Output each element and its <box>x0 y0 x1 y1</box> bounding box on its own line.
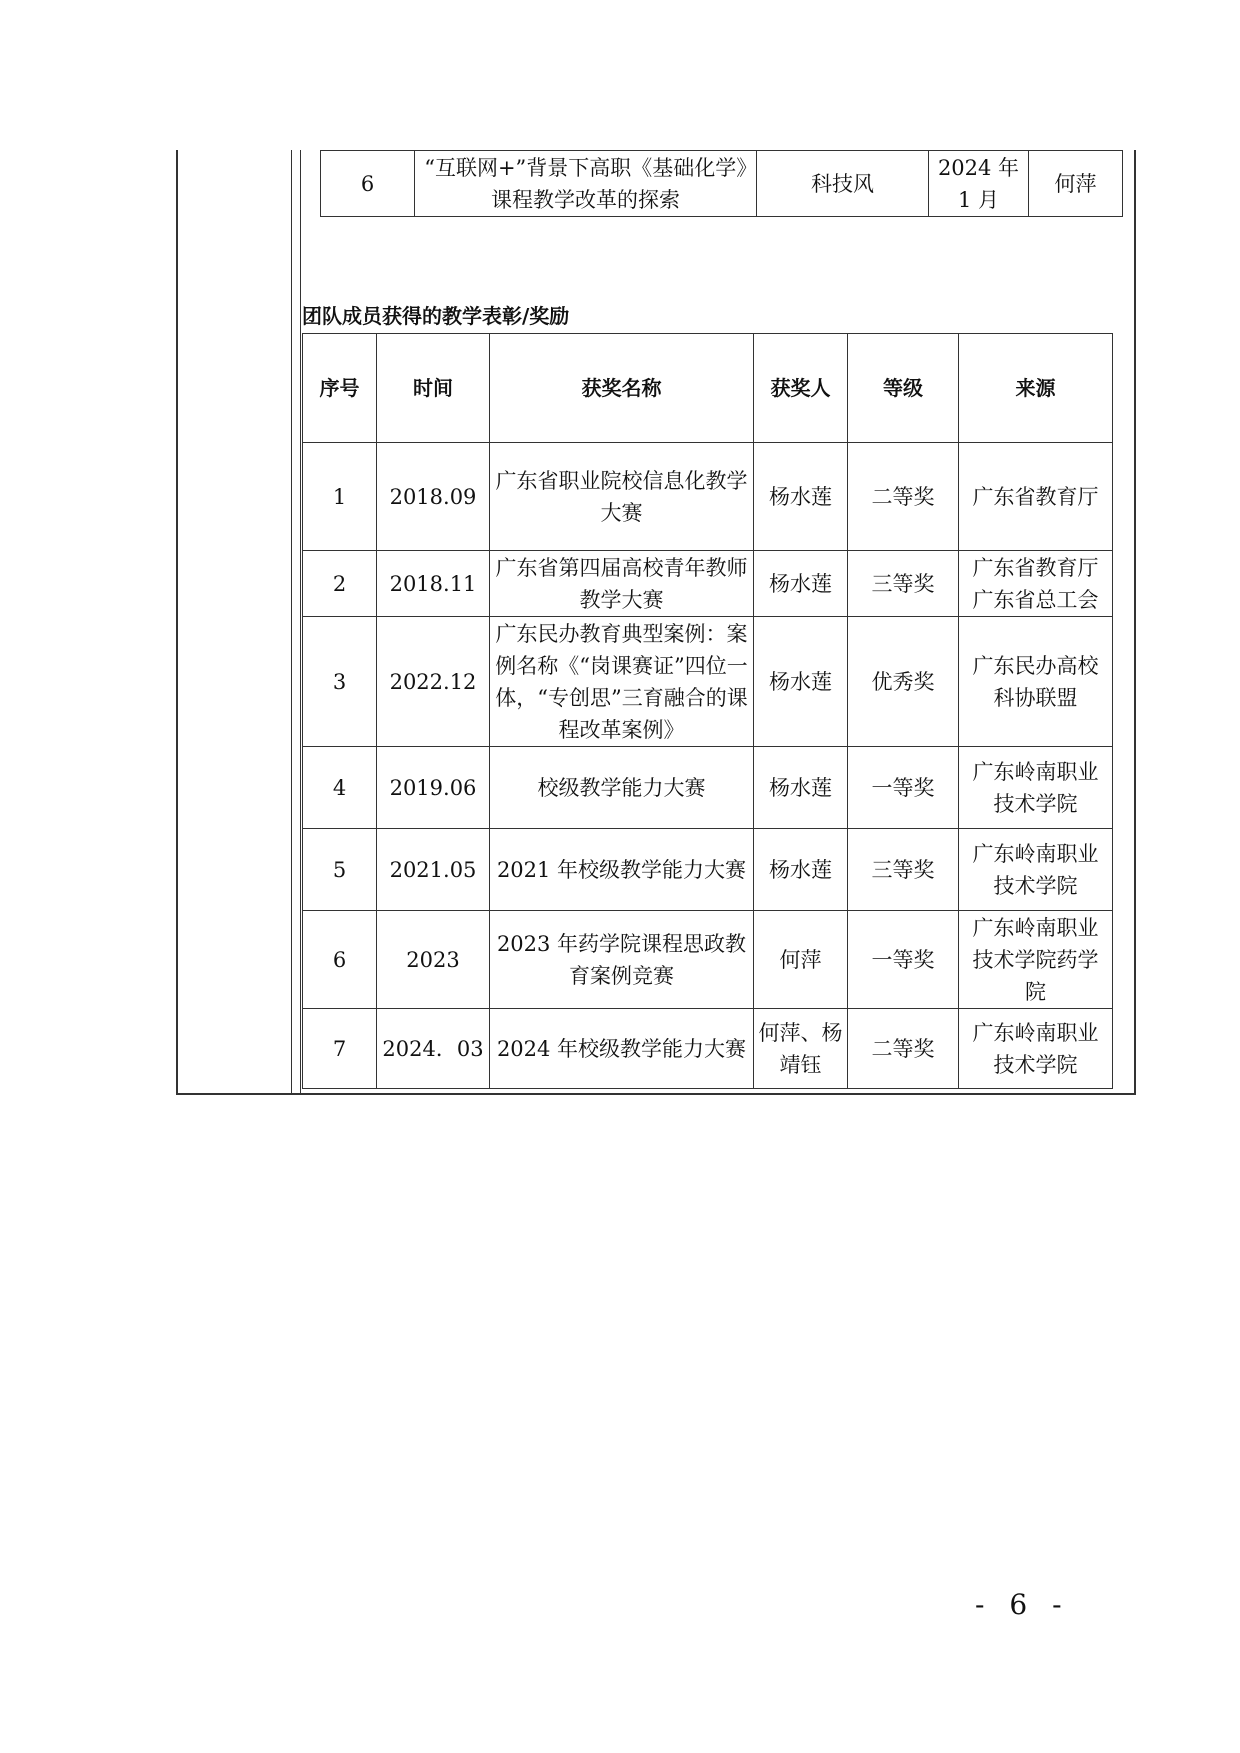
award-source: 广东岭南职业技术学院药学院 <box>959 911 1113 1009</box>
header-award-name: 获奖名称 <box>490 334 754 443</box>
award-index: 3 <box>303 617 377 747</box>
award-winner: 杨水莲 <box>754 829 848 911</box>
award-time: 2018.11 <box>377 551 490 617</box>
table-row <box>303 1009 1113 1089</box>
award-source: 广东省教育厅 <box>959 443 1113 551</box>
award-source: 广东省教育厅 广东省总工会 <box>959 551 1113 617</box>
award-winner: 杨水莲 <box>754 443 848 551</box>
award-name: 广东民办教育典型案例：案例名称《“岗课赛证”四位一体，“专创思”三育融合的课程改革案例》 <box>490 617 754 747</box>
award-level: 优秀奖 <box>848 617 959 747</box>
table-row <box>303 911 1113 1009</box>
award-level: 一等奖 <box>848 911 959 1009</box>
inner-column-border <box>300 150 301 1095</box>
award-index: 7 <box>303 1009 377 1089</box>
award-index: 2 <box>303 551 377 617</box>
award-winner: 何萍、杨靖钰 <box>754 1009 848 1089</box>
award-source: 广东岭南职业技术学院 <box>959 747 1113 829</box>
award-source: 广东民办高校科协联盟 <box>959 617 1113 747</box>
award-name: 校级教学能力大赛 <box>490 747 754 829</box>
paper-index: 6 <box>321 151 415 217</box>
paper-title: “互联网+”背景下高职《基础化学》课程教学改革的探索 <box>415 151 757 217</box>
award-name: 2021 年校级教学能力大赛 <box>490 829 754 911</box>
header-time: 时间 <box>377 334 490 443</box>
header-level: 等级 <box>848 334 959 443</box>
award-index: 5 <box>303 829 377 911</box>
header-winner: 获奖人 <box>754 334 848 443</box>
award-time: 2018.09 <box>377 443 490 551</box>
award-time: 2024．03 <box>377 1009 490 1089</box>
award-name: 广东省第四届高校青年教师教学大赛 <box>490 551 754 617</box>
award-level: 三等奖 <box>848 829 959 911</box>
paper-author: 何萍 <box>1029 151 1123 217</box>
award-index: 6 <box>303 911 377 1009</box>
award-level: 三等奖 <box>848 551 959 617</box>
award-source: 广东岭南职业技术学院 <box>959 1009 1113 1089</box>
award-winner: 杨水莲 <box>754 551 848 617</box>
table-row <box>303 443 1113 551</box>
awards-section-title: 团队成员获得的教学表彰/奖励 <box>302 304 570 328</box>
award-winner: 何萍 <box>754 911 848 1009</box>
paper-journal: 科技风 <box>757 151 929 217</box>
outer-frame-right-border <box>1134 150 1136 1095</box>
table-row <box>303 747 1113 829</box>
award-winner: 杨水莲 <box>754 747 848 829</box>
award-name: 2024 年校级教学能力大赛 <box>490 1009 754 1089</box>
award-level: 二等奖 <box>848 1009 959 1089</box>
award-index: 4 <box>303 747 377 829</box>
award-index: 1 <box>303 443 377 551</box>
outer-frame-left-column <box>176 150 292 1095</box>
table-row <box>303 551 1113 617</box>
paper-table <box>320 150 1123 217</box>
award-time: 2023 <box>377 911 490 1009</box>
award-name: 广东省职业院校信息化教学大赛 <box>490 443 754 551</box>
award-time: 2022.12 <box>377 617 490 747</box>
award-level: 二等奖 <box>848 443 959 551</box>
table-row <box>321 151 1123 217</box>
award-time: 2021.05 <box>377 829 490 911</box>
award-winner: 杨水莲 <box>754 617 848 747</box>
paper-date: 2024 年 1 月 <box>929 151 1029 217</box>
table-row <box>303 617 1113 747</box>
outer-frame-bottom-border <box>176 1093 1136 1095</box>
award-name: 2023 年药学院课程思政教育案例竞赛 <box>490 911 754 1009</box>
page-number: - 6 - <box>975 1588 1070 1621</box>
header-index: 序号 <box>303 334 377 443</box>
awards-table <box>302 333 1113 1089</box>
award-time: 2019.06 <box>377 747 490 829</box>
table-row <box>303 829 1113 911</box>
award-source: 广东岭南职业技术学院 <box>959 829 1113 911</box>
table-header-row <box>303 334 1113 443</box>
award-level: 一等奖 <box>848 747 959 829</box>
header-source: 来源 <box>959 334 1113 443</box>
